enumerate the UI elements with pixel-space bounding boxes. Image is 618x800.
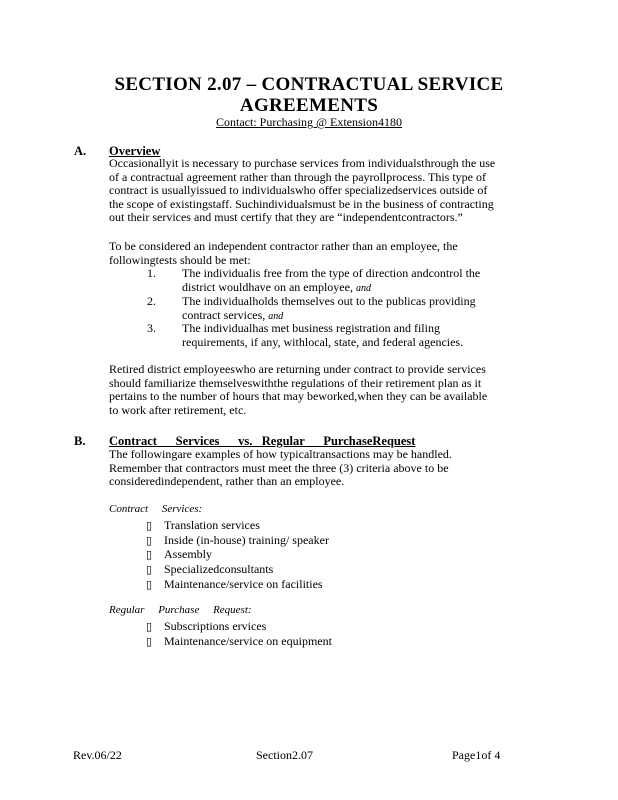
test-item-2 <box>182 295 552 323</box>
text-line: To be considered an independent contractor rather than an employee, the <box>109 239 458 253</box>
text-line: Occasionallyit is necessary to purchase services from individualsthrough the use <box>109 156 496 170</box>
and-word: and <box>268 310 284 322</box>
bullet-icon: ▯ <box>146 535 153 547</box>
text-line: should familiarize themselveswiththe regulations of their retirement plan as it <box>109 375 482 390</box>
section-a-heading: Overview <box>109 144 161 158</box>
text-line: to work after retirement, etc. <box>109 402 247 417</box>
bullet-icon: ▯ <box>146 579 153 591</box>
text-line: The individualhas met business registration and filing <box>182 321 440 335</box>
section-b-letter: B. <box>74 434 86 448</box>
bullet-icon: ▯ <box>146 636 153 648</box>
text-line: Retired district employeeswho are returning under contract to provide services <box>109 362 486 376</box>
contract-services-label: Contract Services: <box>109 503 203 515</box>
contract-item: Maintenance/service on facilities <box>164 577 323 591</box>
section-b-paragraph <box>109 448 549 489</box>
text-line: The individualis free from the type of direction andcontrol the <box>182 266 481 280</box>
regular-item: Subscriptions ervices <box>164 619 267 633</box>
footer-revision: Rev.06/22 <box>73 748 122 762</box>
and-word: and <box>355 282 371 294</box>
text-line: Remember that contractors must meet the three (3) criteria above to be <box>109 460 449 475</box>
test-number-1: 1. <box>147 266 156 280</box>
contract-item: Assembly <box>164 547 212 561</box>
regular-purchase-label: Regular Purchase Request: <box>109 604 252 616</box>
section-b-heading: Contract Services vs. Regular PurchaseRequest <box>109 434 416 448</box>
text-line: out their services and must certify that they are “independentcontractors.” <box>109 210 463 225</box>
test-number-3: 3. <box>147 321 156 335</box>
bullet-icon: ▯ <box>146 621 153 633</box>
contract-item: Specializedconsultants <box>164 562 274 576</box>
overview-paragraph-2 <box>109 240 549 267</box>
text-line: The individualholds themselves out to the publicas providing <box>182 294 476 308</box>
bullet-icon: ▯ <box>146 564 153 576</box>
text-segment: district wouldhave on an employee, <box>182 279 353 294</box>
footer-section: Section2.07 <box>256 748 313 762</box>
regular-item: Maintenance/service on equipment <box>164 634 332 648</box>
text-line: requirements, if any, withlocal, state, and federal agencies. <box>182 334 464 349</box>
text-line: The followingare examples of how typicaltransactions may be handled. <box>109 447 452 461</box>
overview-paragraph-1 <box>109 157 549 225</box>
text-line: contract is usuallyissued to individualswho offer specializedservices outside of <box>109 183 488 198</box>
contact-line: Contact: Purchasing @ Extension4180 <box>215 115 403 129</box>
document-title-line-1: SECTION 2.07 – CONTRACTUAL SERVICE <box>114 74 504 95</box>
text-segment: contract services, <box>182 307 266 322</box>
text-line: of a contractual agreement rather than through the payrollprocess. This type of <box>109 169 486 184</box>
bullet-icon: ▯ <box>146 520 153 532</box>
section-a-letter: A. <box>74 144 87 158</box>
contract-item: Inside (in-house) training/ speaker <box>164 533 329 547</box>
test-number-2: 2. <box>147 294 156 308</box>
text-line: followingtests should be met: <box>109 252 251 267</box>
text-line: the scope of existingstaff. Suchindividualsmust be in the business of contracting <box>109 196 494 211</box>
test-item-1 <box>182 267 552 295</box>
overview-paragraph-3 <box>109 363 549 417</box>
text-line: consideredindependent, rather than an employee. <box>109 474 345 489</box>
document-title-line-2: AGREEMENTS <box>239 95 379 116</box>
bullet-icon: ▯ <box>146 549 153 561</box>
footer-page-number: Page1of 4 <box>452 748 501 762</box>
test-item-3 <box>182 322 552 349</box>
text-line: pertains to the number of hours that may beworked,when they can be available <box>109 389 488 404</box>
text-line <box>182 281 552 296</box>
contract-item: Translation services <box>164 518 260 532</box>
